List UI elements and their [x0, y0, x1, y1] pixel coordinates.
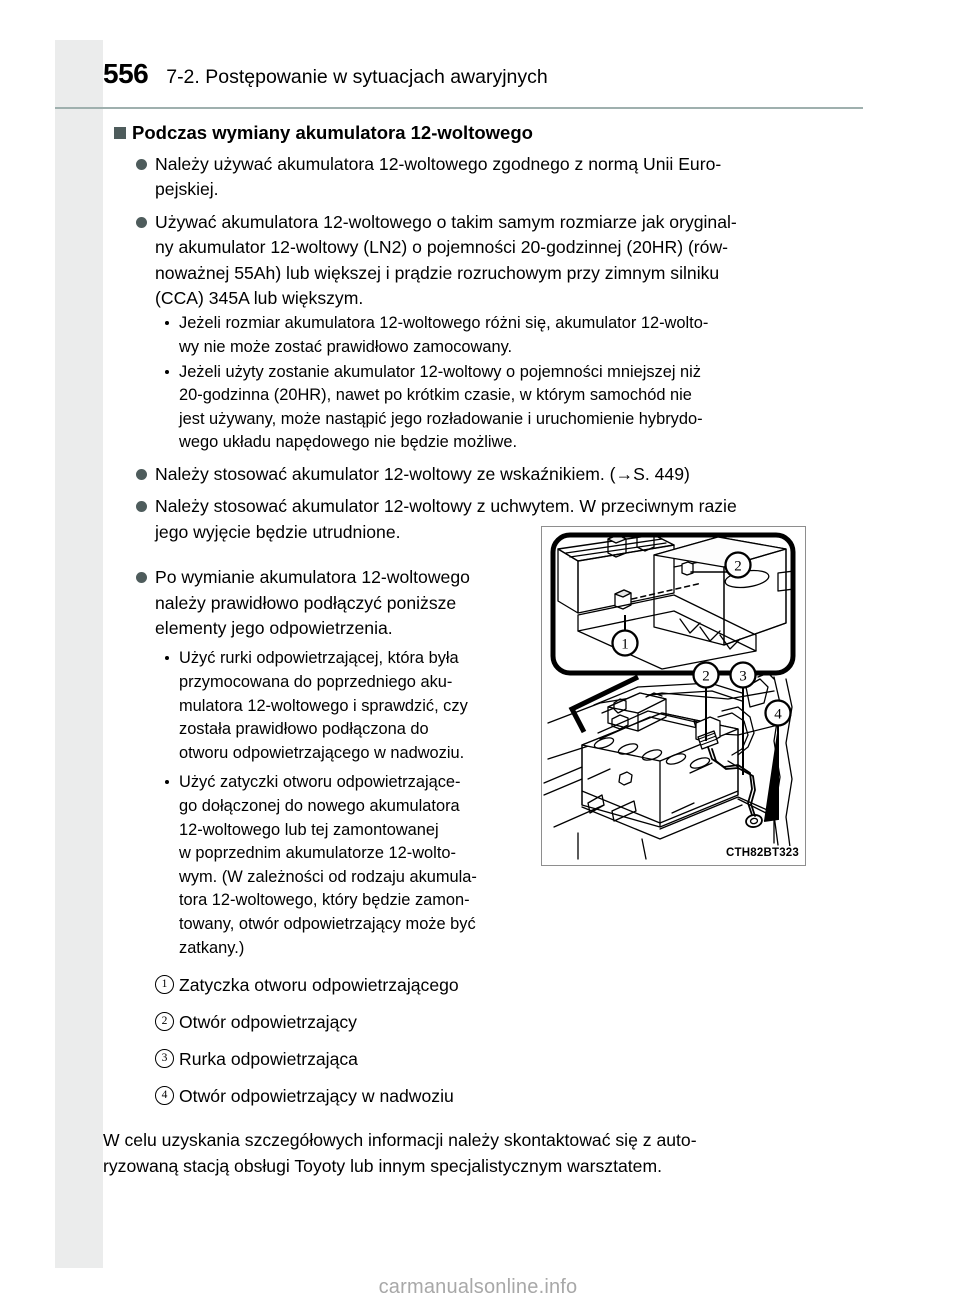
list-item-line: Należy używać akumulatora 12-woltowego zgodnego z normą Unii Euro- — [155, 154, 722, 174]
sub-bullet-dot-icon — [165, 780, 169, 784]
callout-number-2-icon: 2 — [155, 1012, 174, 1031]
numbered-list-item — [103, 1010, 863, 1034]
page-edge-strip — [55, 40, 103, 1268]
sub-list-item-line: w poprzednim akumulatorze 12-wolto- — [179, 844, 456, 863]
page-number: 556 — [103, 58, 149, 89]
sub-list-item-line: 20-godzinna (20HR), nawet po krótkim czasie, w którym samochód nie — [179, 386, 692, 405]
section-heading-label: Podczas wymiany akumulatora 12-woltowego — [132, 122, 533, 143]
numbered-list-item-label: Otwór odpowietrzający — [179, 1012, 357, 1033]
sub-list-item-line: wym. (W zależności od rodzaju akumula- — [179, 867, 477, 886]
list-item-line: Należy stosować akumulator 12-woltowy ze wskaźnikiem. (→S. 449) — [155, 464, 690, 484]
sub-bullet-dot-icon — [165, 370, 169, 374]
sub-list-item-line: zatkany.) — [179, 938, 245, 957]
header-divider — [55, 107, 863, 109]
sub-list-item-line: wy nie może zostać prawidłowo zamocowany. — [179, 338, 513, 357]
sub-list-item — [103, 312, 863, 359]
sub-list-item-line: jest używany, może nastąpić jego rozładowanie i uruchomienie hybrydo- — [179, 409, 703, 428]
bullet-dot-icon — [136, 469, 147, 480]
sub-list-item-line: otworu odpowietrzającego w nadwoziu. — [179, 743, 465, 762]
svg-text:2: 2 — [734, 558, 742, 575]
list-item-line: Używać akumulatora 12-woltowego o takim samym rozmiarze jak oryginal- — [155, 211, 737, 232]
section-heading — [103, 122, 863, 144]
svg-text:3: 3 — [739, 668, 747, 685]
sub-list-item-line: wego układu napędowego nie będzie możliwe. — [179, 433, 518, 452]
list-item-line: ny akumulator 12-woltowy (LN2) o pojemności 20-godzinnej (20HR) (rów- — [155, 237, 729, 258]
sub-list-item-line: go dołączonej do nowego akumulatora — [179, 797, 460, 815]
list-item — [103, 152, 863, 203]
sub-bullet-dot-icon — [165, 321, 169, 325]
header-section-title: 7-2. Postępowanie w sytuacjach awaryjnych — [166, 66, 548, 88]
figure-code-label: CTH82BT323 — [726, 847, 799, 859]
numbered-list-item — [103, 973, 863, 997]
numbered-list-item-label: Zatyczka otworu odpowietrzającego — [179, 975, 459, 996]
list-item-line: noważnej 55Ah) lub większej i prądzie rozruchowym przy zimnym silniku — [155, 262, 720, 283]
closing-line: ryzowaną stacją obsługi Toyoty lub innym specjalistycznym warsztatem. — [103, 1155, 662, 1176]
sub-list-item-line: tora 12-woltowego, który będzie zamon- — [179, 891, 470, 910]
svg-text:2: 2 — [702, 668, 710, 685]
list-item-line: Po wymianie akumulatora 12-woltowego — [155, 567, 470, 588]
bullet-dot-icon — [136, 159, 147, 170]
square-marker-icon — [114, 127, 126, 139]
bullet-dot-icon — [136, 501, 147, 512]
sub-list-item-line: przymocowana do poprzedniego aku- — [179, 673, 453, 692]
svg-text:1: 1 — [621, 636, 629, 653]
sub-list-item — [103, 771, 599, 960]
sub-list-item-line: Jeżeli użyty zostanie akumulator 12-woltowy o pojemności mniejszej niż — [179, 362, 701, 381]
list-item-line: elementy jego odpowietrzenia. — [155, 618, 393, 639]
list-item-line: jego wyjęcie będzie utrudnione. — [155, 521, 401, 542]
sub-list-item-line: mulatora 12-woltowego i sprawdzić, czy — [179, 696, 468, 715]
page-header — [103, 60, 863, 104]
callout-2-upper — [726, 553, 751, 578]
closing-line: W celu uzyskania szczegółowych informacji należy skontaktować się z auto- — [103, 1130, 697, 1151]
numbered-list-item-label: Otwór odpowietrzający w nadwoziu — [179, 1086, 454, 1107]
sub-list-item-line: 12-woltowego lub tej zamontowanej — [179, 820, 439, 839]
list-item — [103, 210, 863, 312]
callout-number-4-icon: 4 — [155, 1086, 174, 1105]
closing-paragraph — [103, 1128, 825, 1179]
bullet-dot-icon — [136, 572, 147, 583]
list-item — [103, 565, 575, 641]
illustration-svg — [542, 527, 804, 864]
sub-list-item-line: Użyć zatyczki otworu odpowietrzające- — [179, 773, 461, 792]
site-watermark — [0, 1276, 960, 1299]
sub-list-item — [103, 361, 863, 455]
list-item-line: należy prawidłowo podłączyć poniższe — [155, 592, 457, 613]
svg-text:4: 4 — [774, 706, 782, 723]
list-item-line: Należy stosować akumulator 12-woltowy z uchwytem. W przeciwnym razie — [155, 496, 737, 517]
numbered-list-item — [103, 1047, 863, 1071]
sub-bullet-dot-icon — [165, 656, 169, 660]
list-item-line: pejskiej. — [155, 179, 219, 200]
numbered-list-item — [103, 1084, 863, 1108]
sub-list-item-line: Jeżeli rozmiar akumulatora 12-woltowego różni się, akumulator 12-wolto- — [179, 314, 709, 333]
bullet-dot-icon — [136, 217, 147, 228]
sub-list-item-line: towany, otwór odpowietrzający może być — [179, 914, 476, 933]
list-item — [103, 462, 863, 487]
sub-list-item — [103, 647, 599, 765]
callout-number-3-icon: 3 — [155, 1049, 174, 1068]
callout-number-1-icon: 1 — [155, 975, 174, 994]
battery-vent-illustration — [541, 526, 806, 866]
watermark-label: carmanualsonline.info — [378, 1276, 578, 1298]
numbered-list-item-label: Rurka odpowietrzająca — [179, 1049, 358, 1070]
sub-list-item-line: została prawidłowo podłączona do — [179, 720, 429, 739]
sub-list-item-line: Użyć rurki odpowietrzającej, która była — [179, 649, 459, 668]
list-item-line: (CCA) 345A lub większym. — [155, 288, 364, 309]
